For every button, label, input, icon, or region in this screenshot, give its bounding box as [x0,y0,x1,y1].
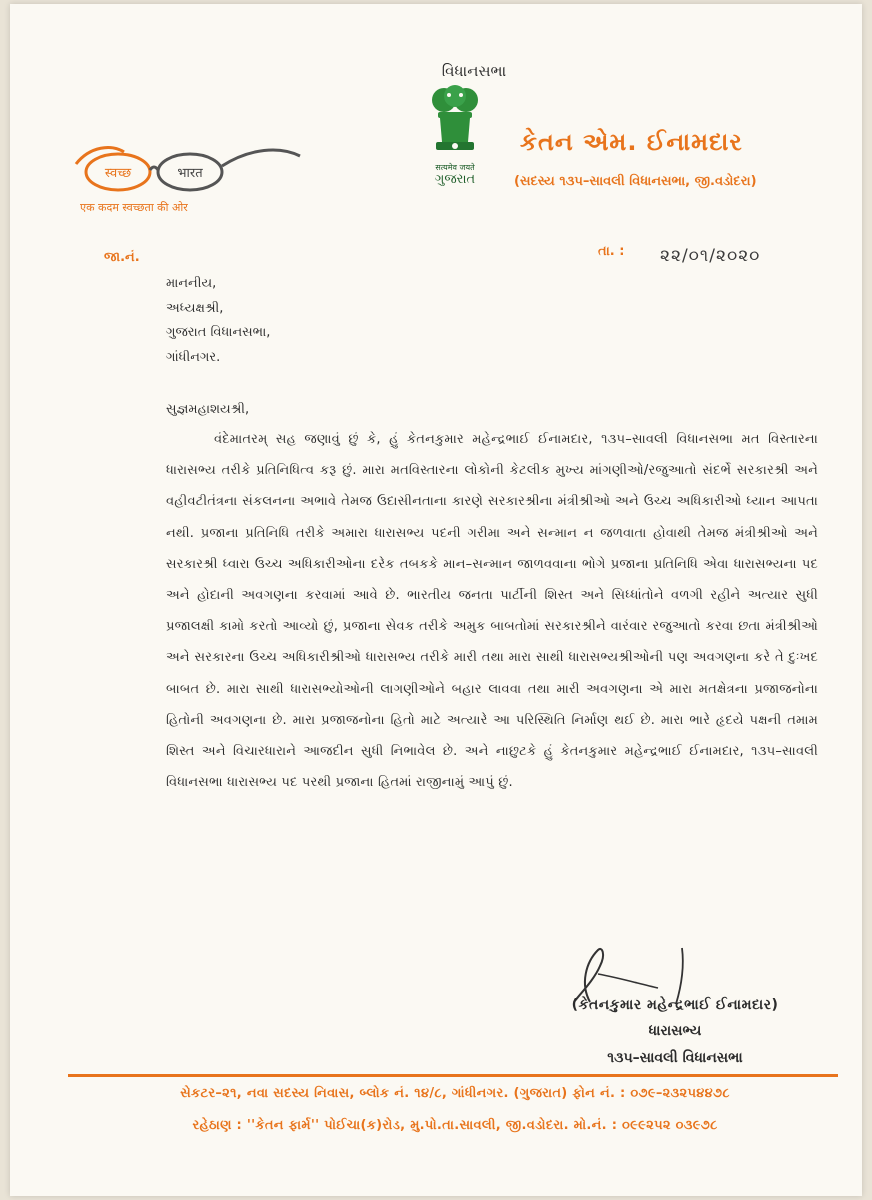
footer-divider [68,1074,838,1077]
addressee-line: અધ્યક્ષશ્રી, [166,300,224,316]
addressee-line: માનનીય, [166,276,217,291]
reference-label: જા.નં. [104,250,140,265]
bharat-word: भारत [177,166,203,181]
addressee-block [166,272,526,370]
signatory-constituency: ૧૩૫–સાવલી વિધાનસભા [607,1050,743,1066]
footer-address: સેકટર–૨૧, નવા સદસ્ય નિવાસ, બ્લોક નં. ૧૪/૮, ગાંધીનગર. (ગુજરાત) ફોન નં. : ૦૭૯–૨૩૨૫૪૪૭૮ [180,1086,730,1101]
member-name-heading: કેતન એમ. ઈનામદાર [520,128,743,156]
swachh-word: स्वच्छ [104,166,132,181]
salutation: સુજ્ઞમહાશયશ્રી, [166,402,250,417]
signatory-name: (કેતનકુમાર મહેન્દ્રભાઈ ઈનામદાર) [571,997,779,1013]
signatory-title: ધારાસભ્ય [648,1023,702,1039]
emblem-motto: सत्यमेव जयते [435,163,475,172]
letter-body: વંદેમાતરમ્ સહ જણાવું છું કે, હું કેતનકુમાર મહેન્દ્રભાઈ ઈનામદાર, ૧૩૫–સાવલી વિધાનસભા મત વિસ્તારના ધારાસભ્ય તરીકે પ્રતિનિધિત્વ કરૂ છું. મારા મતવિસ્તારના લોકોની કેટલીક મુખ્ય માંગણીઓ/રજુઆતો સંદર્ભે સરકારશ્રી અને વહીવટીતંત્રના સંકલનના અભાવે તેમજ ઉદાસીનતાના કારણે સરકારશ્રીના મંત્રીશ્રીઓ અને ઉચ્ચ અધિકારીઓ ધ્યાન આપતા નથી. પ્રજાના પ્રતિનિધિ તરીકે અમારા ધારાસભ્ય પદની ગરીમા અને સન્માન ન જળવાતા હોવાથી તેમજ મંત્રીશ્રીઓ અને સરકારશ્રી ધ્વારા ઉચ્ચ અધિકારીઓના દરેક તબકકે માન–સન્માન જાળવવાના ભોગે પ્રજાના પ્રતિનિધિ એવા ધારાસભ્યના પદ અને હોદાની અવગણના કરવામાં આવે છે. ભારતીય જનતા પાર્ટીની શિસ્ત અને સિધ્ધાંતોને વળગી રહીને અત્યાર સુધી પ્રજાલક્ષી કામો કરતો આવ્યો છું, પ્રજાના સેવક તરીકે અમુક બાબતોમાં સરકારશ્રીને વારંવાર રજુઆતો કરવા છતા મંત્રીશ્રીઓ અને સરકારના ઉચ્ચ અધિકારીશ્રીઓ ધારાસભ્ય તરીકે મારી તથા મારા સાથી ધારાસભ્યશ્રીઓની પણ અવગણના કરે તે દુઃખદ બાબત છે. મારા સાથી ધારાસભ્યોઓની લાગણીઓને બહાર લાવવા તથા મારી અવગણના એ મારા મતક્ષેત્રના પ્રજાજનોના હિતોની અવગણના છે. મારા પ્રજાજનોના હિતો માટે અત્યારે આ પરિસ્થિતિ નિર્માણ થઈ છે. મારા ભારે હૃદયે પક્ષની તમામ શિસ્ત અને વિચારધારાને આજદીન સુધી નિભાવેલ છે. અને નાછુટકે હું કેતનકુમાર મહેન્દ્રભાઈ ઈનામદાર, ૧૩૫–સાવલી વિધાનસભા ધારાસભ્ય પદ પરથી પ્રજાના હિતમાં રાજીનામું આપું છું. [166,432,818,791]
addressee-line: ગુજરાત વિધાનસભા, [166,325,271,340]
addressee-line: ગાંધીનગર. [166,349,221,365]
state-name: ગુજરાત [434,172,476,187]
letterhead-page [10,4,862,1196]
date-label: તા. : [598,244,625,259]
swachh-tagline: एक कदम स्वच्छता की ओर [80,201,188,214]
date-value: ૨૨/૦૧/૨૦૨૦ [660,246,761,266]
legislature-title: વિધાનસભા [441,62,507,80]
ashoka-emblem-icon [428,80,482,172]
swachh-bharat-glasses-icon [70,142,304,202]
footer-residence: રહેઠાણ : ''કેતન ફાર્મ'' પોઈચા(ક)રોડ, મુ.પો.તા.સાવલી, જી.વડોદરા. મો.નં. : ૦૯૯૨૫૨ ૦૩૯૭૮ [192,1118,718,1133]
member-subtitle: (સદસ્ય ૧૩૫–સાવલી વિધાનસભા, જી.વડોદરા) [514,174,757,189]
